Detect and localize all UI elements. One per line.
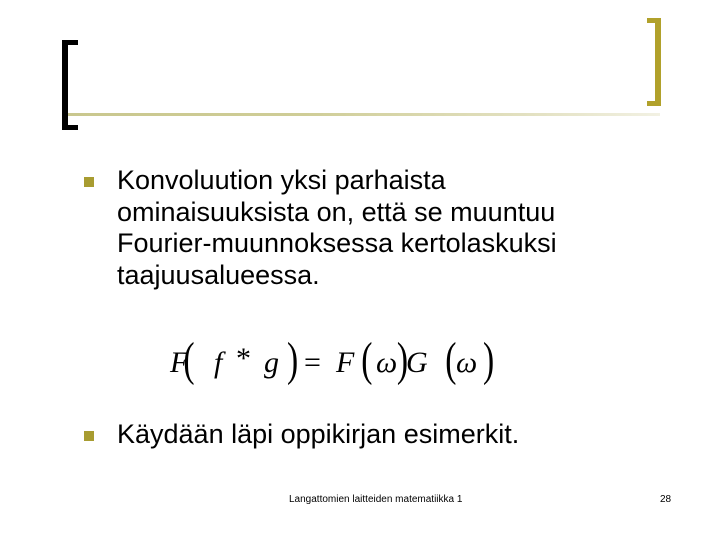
title-rule-line	[68, 113, 660, 116]
formula-star: *	[236, 342, 251, 375]
bullet-text-examples: Käydään läpi oppikirjan esimerkit.	[117, 419, 520, 449]
left-bracket-top-serif	[62, 40, 78, 45]
formula-F: F	[170, 346, 189, 379]
formula-paren-open: (	[183, 335, 195, 386]
formula-f: f	[214, 346, 223, 379]
formula-paren-open-2: (	[361, 335, 373, 386]
left-bracket-bottom-serif	[62, 125, 78, 130]
formula-omega-1: ω	[376, 346, 398, 379]
formula-paren-open-3: (	[445, 335, 457, 386]
footer-course-title: Langattomien laitteiden matematiikka 1	[289, 494, 463, 505]
bullet-marker	[84, 177, 94, 187]
bullet-text-convolution	[117, 165, 677, 291]
formula-paren-close: )	[287, 335, 299, 386]
bullet-line: Konvoluution yksi parhaista	[117, 165, 446, 195]
formula-paren-close-2: )	[396, 335, 409, 386]
bullet-marker	[84, 431, 94, 441]
bullet-line: Fourier-muunnoksessa kertolaskuksi	[117, 228, 557, 258]
footer-page-number: 28	[660, 494, 672, 505]
bullet-line: taajuusalueessa.	[117, 259, 320, 290]
convolution-formula	[168, 335, 508, 395]
right-bracket-bottom-serif	[647, 101, 661, 106]
formula-omega-2: ω	[456, 346, 478, 379]
formula-F-omega: F	[336, 346, 355, 379]
bullet-line: ominaisuuksista on, että se muuntuu	[117, 196, 556, 227]
right-bracket-decoration	[655, 18, 661, 106]
right-bracket-top-serif	[647, 18, 661, 23]
formula-G: G	[406, 346, 428, 379]
formula-g: g	[264, 346, 279, 379]
formula-paren-close-3: )	[482, 335, 495, 386]
formula-equals: =	[304, 346, 321, 379]
left-bracket-decoration	[62, 40, 68, 130]
